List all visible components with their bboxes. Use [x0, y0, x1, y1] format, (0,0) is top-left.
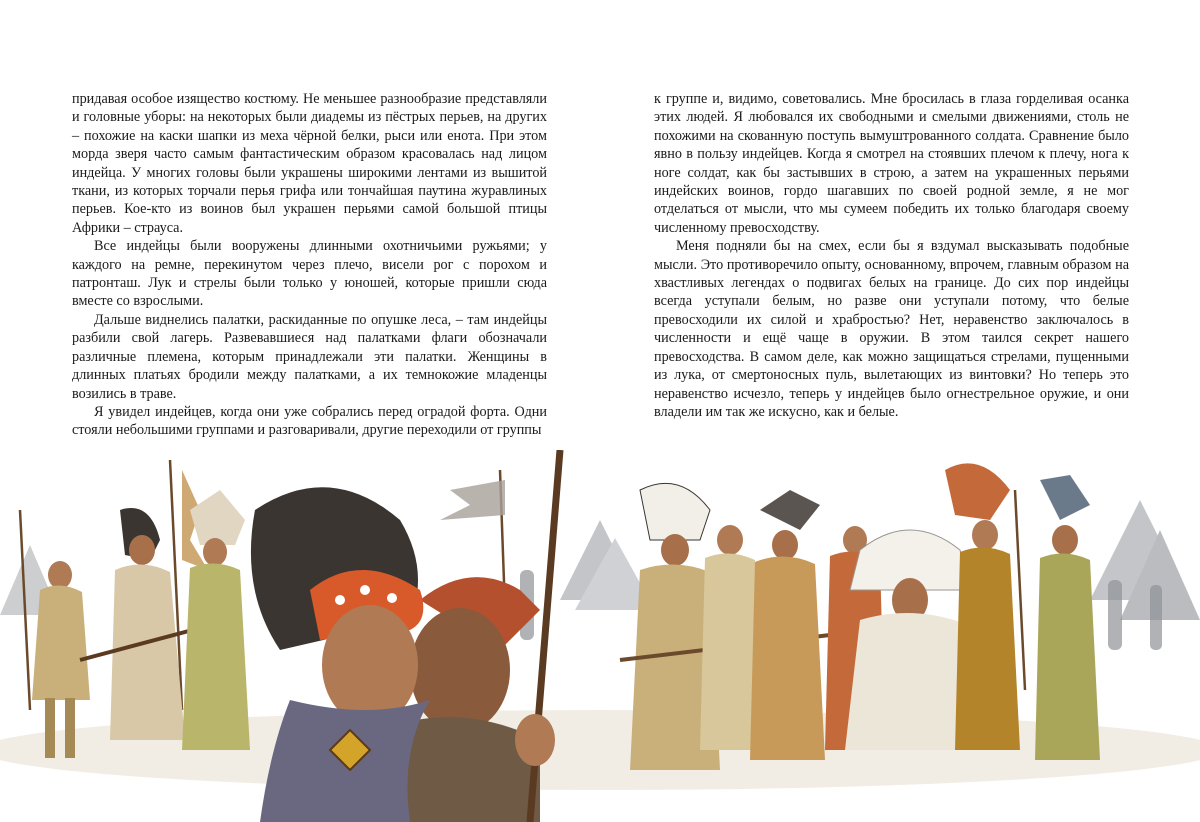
- right-paragraph-2: Меня подняли бы на смех, если бы я вздумал высказывать подобные мысли. Это противоречило опыту, основанному, впрочем, главным образом на хвастливых легендах о подвигах белых на границе. До сих пор индейцы всегда уступали белым, но разве они уступали потому, что белые превосходили их силой и храбростью? Нет, неравенство заключалось в численности и ещё чаще в оружии. В этом таился секрет нашего превосходства. В самом деле, как можно защищаться стрелами, пущенными из лука, от смертоносных пуль, вылетающих из винтовки? Но теперь это неравенство исчезло, теперь у индейцев было огнестрельное оружие, и они владели им так же искусно, как и белые.: [654, 238, 1129, 420]
- left-page: [72, 90, 547, 440]
- illustration-canvas: [0, 450, 1200, 822]
- warrior-right-6: [1035, 475, 1100, 760]
- left-paragraph-2: Все индейцы были вооружены длинными охотничьими ружьями; у каждого на ремне, перекинутом через плечо, висели рог с порохом и патронташ. Лук и стрелы были только у юношей, которые пришли сюда вместе со взрослыми.: [72, 238, 547, 310]
- left-paragraph-1: придавая особое изящество костюму. Не меньшее разнообразие представляли и головные уборы: на некоторых были диадемы из пёстрых перьев, на других – похожие на каски шапки из меха чёрной белки, рыси или енота. При этом морда зверя часто самым фантастическим образом красовалась над лицом индейца. У многих головы были украшены широкими лентами из вышитой ткани, из которых торчали перья грифа или тончайшая паутина журавлиных перьев. Кое-кто из воинов был украшен перьями самой большой птицы Африки – страуса.: [72, 91, 547, 236]
- chief-seated: [845, 530, 975, 750]
- right-paragraph-1: к группе и, видимо, советовались. Мне бросилась в глаза горделивая осанка этих людей. Я любовался их свободными и смелыми движениями, столь не похожими на скованную поступь вымуштрованного солдата. Сравнение было явно в пользу индейцев. Когда я смотрел на стоявших плечом к плечу, нога к ноге солдат, как бы застывших в строю, а затем на украшенных перьями индейских воинов, гордо шагавших по своей родной земле, я не мог отделаться от мысли, что мы сумеем победить их только благодаря своему численному превосходству.: [654, 91, 1129, 236]
- warrior-right-3: [750, 490, 825, 760]
- left-paragraph-4: Я увидел индейцев, когда они уже собрались перед оградой форта. Одни стояли небольшими группами и разговаривали, другие переходили от группы: [72, 403, 547, 439]
- right-page: [654, 90, 1129, 421]
- illustration-native-warriors: [0, 450, 1200, 822]
- left-paragraph-3: Дальше виднелись палатки, раскиданные по опушке леса, – там индейцы разбили свой лагерь. Развевавшиеся над палатками флаги обозначали различные племена, которым принадлежали эти палатки. Женщины в длинных платьях бродили между палатками, а их темнокожие младенцы возились в траве.: [72, 311, 547, 402]
